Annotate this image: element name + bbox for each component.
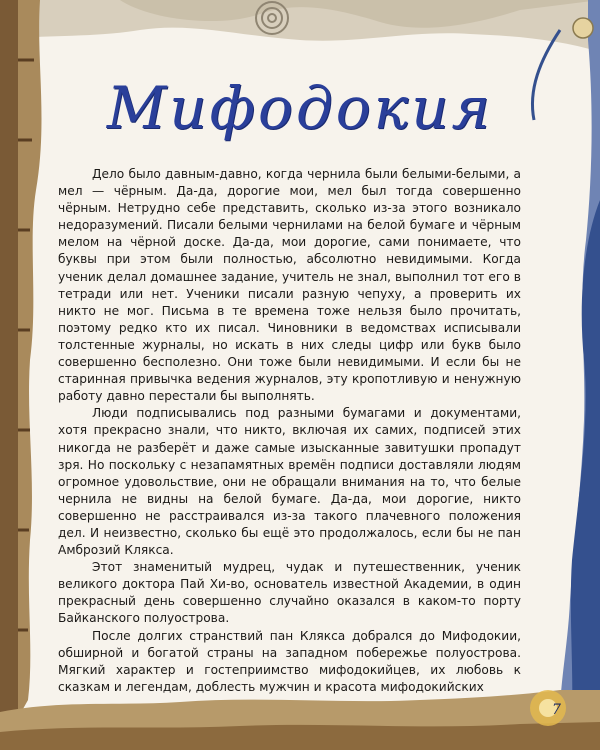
body-text [58,166,521,696]
paragraph: После долгих странствий пан Клякса добрался до Мифодокии, обширной и богатой страны на западном побережье полуострова. Мягкий характер и гостеприимство мифодокийцев, их любовь к сказкам и легендам, доблесть мужчин и красота мифодокийских [58,628,521,694]
chapter-title: Мифодокия [106,74,494,142]
paragraph: Дело было давным-давно, когда чернила были белыми-белыми, а мел — чёрным. Да-да, дорогие мои, мел был тогда совершенно чёрным. Нетрудно себе представить, сколько из-за этого возникало недоразумений. Писали белыми чернилами на белой бумаге и чёрным мелом на чёрной доске. Да-да, мои дорогие, сами понимаете, что буквы при этом были полностью, абсолютно невидимыми. Когда ученик делал домашнее задание, учитель не знал, выполнил тот его в тетради или нет. Ученики писали разную чепуху, а проверить их никто не мог. Письма в те времена тоже нельзя было прочитать, поэтому редко кто их писал. Чиновники в ведомствах исписывали толстенные журналы, но искать в них следы цифр или букв было совершенно бесполезно. Они тоже были невидимыми. И если бы не старинная привычка ведения журналов, эту кропотливую и ненужную работу давно перестали бы выполнять. [58,167,521,404]
paragraph: Люди подписывались под разными бумагами и документами, хотя прекрасно знали, что никто, включая их самих, подписей этих никогда не разберёт и даже самые изысканные завитушки пропадут зря. Но поскольку с незапамятных времён подписи доставляли людям огромное удовольствие, они не обращали внимания на то, что белые чернила не видны на белой бумаге. Да-да, мои дорогие, никто совершенно не расстраивался из-за такого плачевного положения дел. И неизвестно, сколько бы ещё это продолжалось, если бы не пан Амброзий Клякса. [58,406,521,558]
paragraph: Этот знаменитый мудрец, чудак и путешественник, ученик великого доктора Пай Хи-во, основатель известной Академии, в один прекрасный день совершенно случайно оказался в каком-то порту Байканского полуострова. [58,560,521,626]
page-number: 7 [552,702,561,718]
